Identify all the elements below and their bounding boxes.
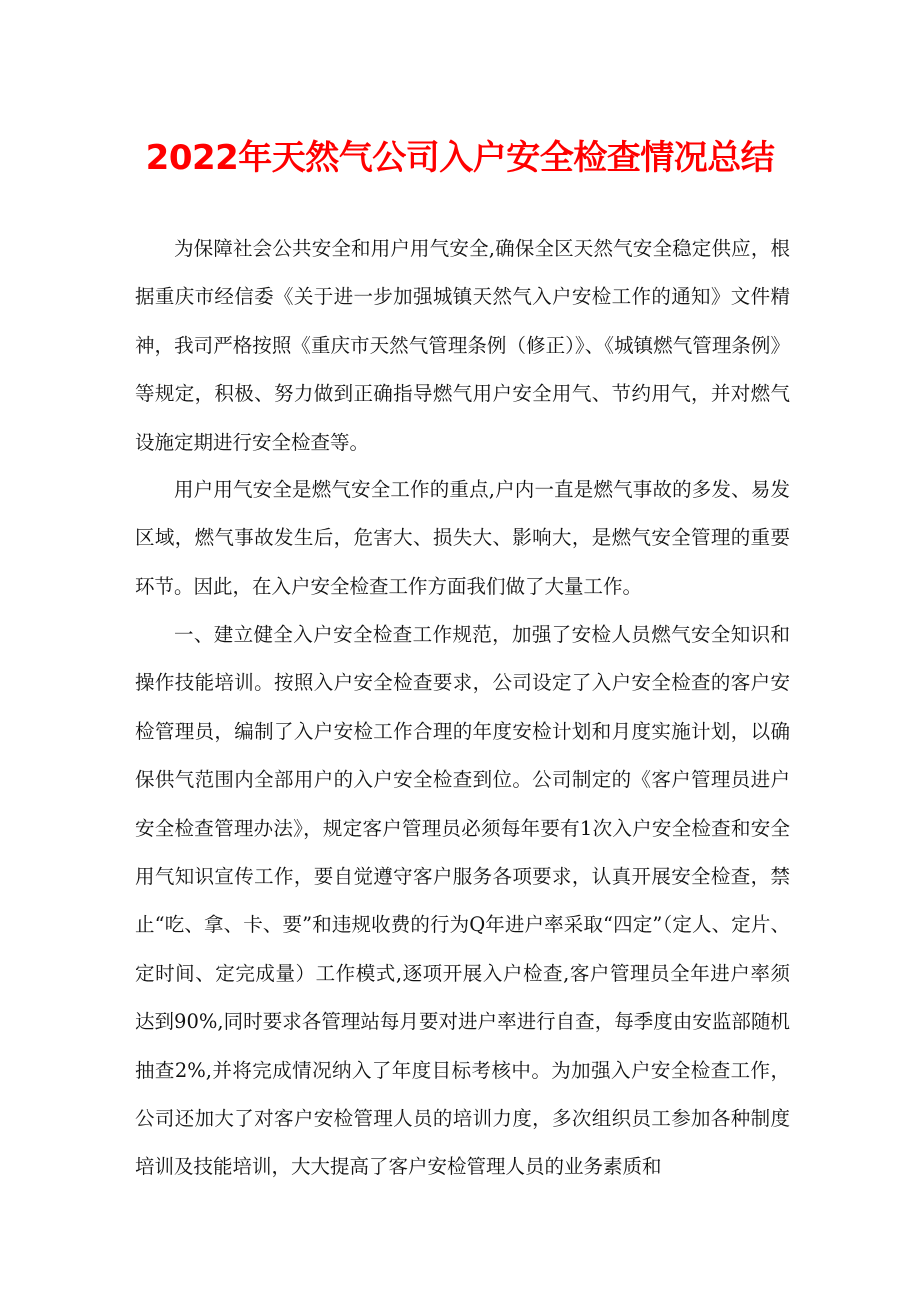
paragraph: 为保障社会公共安全和用户用气安全,确保全区天然气安全稳定供应，根据重庆市经信委《关于进一步加强城镇天然气入户安检工作的通知》文件精神，我司严格按照《重庆市天然气管理条例（修正）》、《城镇燃气管理条例》等规定，积极、努力做到正确指导燃气用户安全用气、节约用气，并对燃气设施定期进行安全检查等。 [135,237,790,454]
paragraph: 用户用气安全是燃气安全工作的重点,户内一直是燃气事故的多发、易发区域，燃气事故发生后，危害大、损失大、影响大，是燃气安全管理的重要环节。因此，在入户安全检查工作方面我们做了大量工作。 [135,478,790,598]
paragraph-3-block [135,611,790,1192]
document-title: 2022年天然气公司入户安全检查情况总结 [145,138,775,178]
paragraph: 一、建立健全入户安全检查工作规范，加强了安检人员燃气安全知识和操作技能培训。按照入户安全检查要求，公司设定了入户安全检查的客户安检管理员，编制了入户安检工作合理的年度安检计划和月度实施计划，以确保供气范围内全部用户的入户安全检查到位。公司制定的《客户管理员进户安全检查管理办法》，规定客户管理员必须每年要有1次入户安全检查和安全用气知识宣传工作，要自觉遵守客户服务各项要求，认真开展安全检查，禁止“吃、拿、卡、要”和违规收费的行为Q年进户率采取“四定”（定人、定片、定时间、定完成量）工作模式,逐项开展入户检查,客户管理员全年进户率须达到90%,同时要求各管理站每月要对进户率进行自查，每季度由安监部随机抽查2%,并将完成情况纳入了年度目标考核中。为加强入户安全检查工作，公司还加大了对客户安检管理人员的培训力度，多次组织员工参加各种制度培训及技能培训，大大提高了客户安检管理人员的业务素质和 [135,623,790,1179]
paragraph-1-block [135,225,790,467]
paragraph-2-block [135,466,790,611]
